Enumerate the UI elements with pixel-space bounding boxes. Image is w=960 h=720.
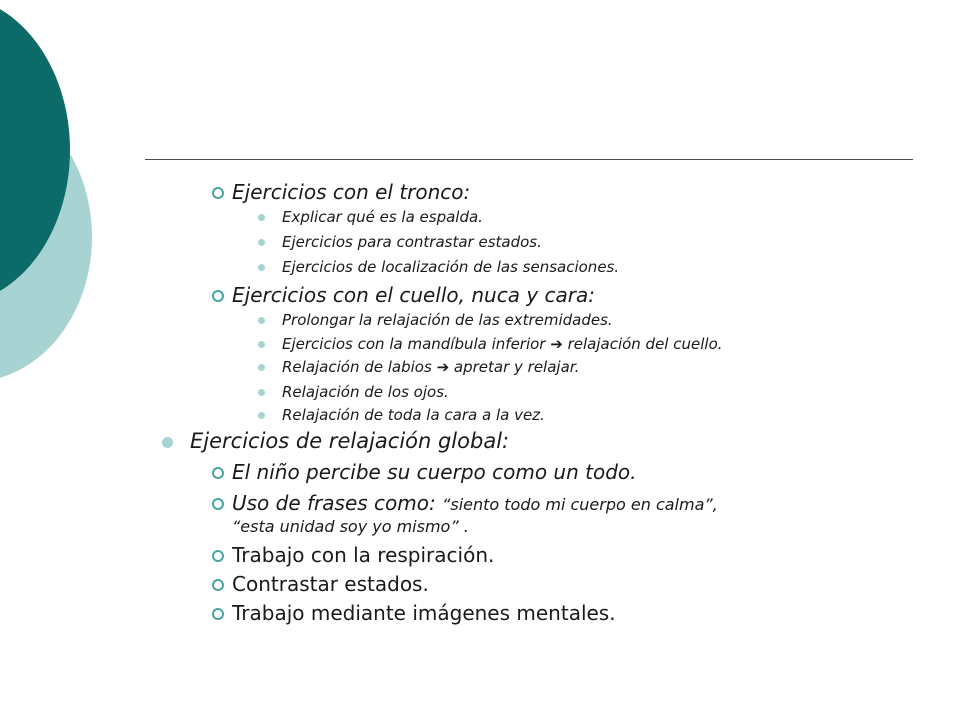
ring-bullet-icon bbox=[212, 498, 224, 510]
phrase-quote: “siento todo mi cuerpo en calma”, bbox=[442, 495, 718, 514]
dot-bullet-icon bbox=[258, 364, 265, 371]
ring-bullet-icon bbox=[212, 467, 224, 479]
ring-bullet-icon bbox=[212, 187, 224, 199]
dot-bullet-icon bbox=[258, 317, 265, 324]
dot-bullet-icon bbox=[258, 264, 265, 271]
phrase-prefix: Uso de frases como: bbox=[232, 491, 443, 515]
dot-bullet-icon bbox=[162, 437, 173, 448]
list-item-continuation: “esta unidad soy yo mismo” . bbox=[232, 517, 469, 536]
dot-bullet-icon bbox=[258, 389, 265, 396]
ring-bullet-icon bbox=[212, 290, 224, 302]
ring-bullet-icon bbox=[212, 608, 224, 620]
dot-bullet-icon bbox=[258, 341, 265, 348]
title-divider bbox=[145, 159, 913, 160]
ring-bullet-icon bbox=[212, 579, 224, 591]
dot-bullet-icon bbox=[258, 239, 265, 246]
dot-bullet-icon bbox=[258, 214, 265, 221]
dot-bullet-icon bbox=[258, 412, 265, 419]
ring-bullet-icon bbox=[212, 550, 224, 562]
decorative-circles bbox=[0, 0, 200, 400]
